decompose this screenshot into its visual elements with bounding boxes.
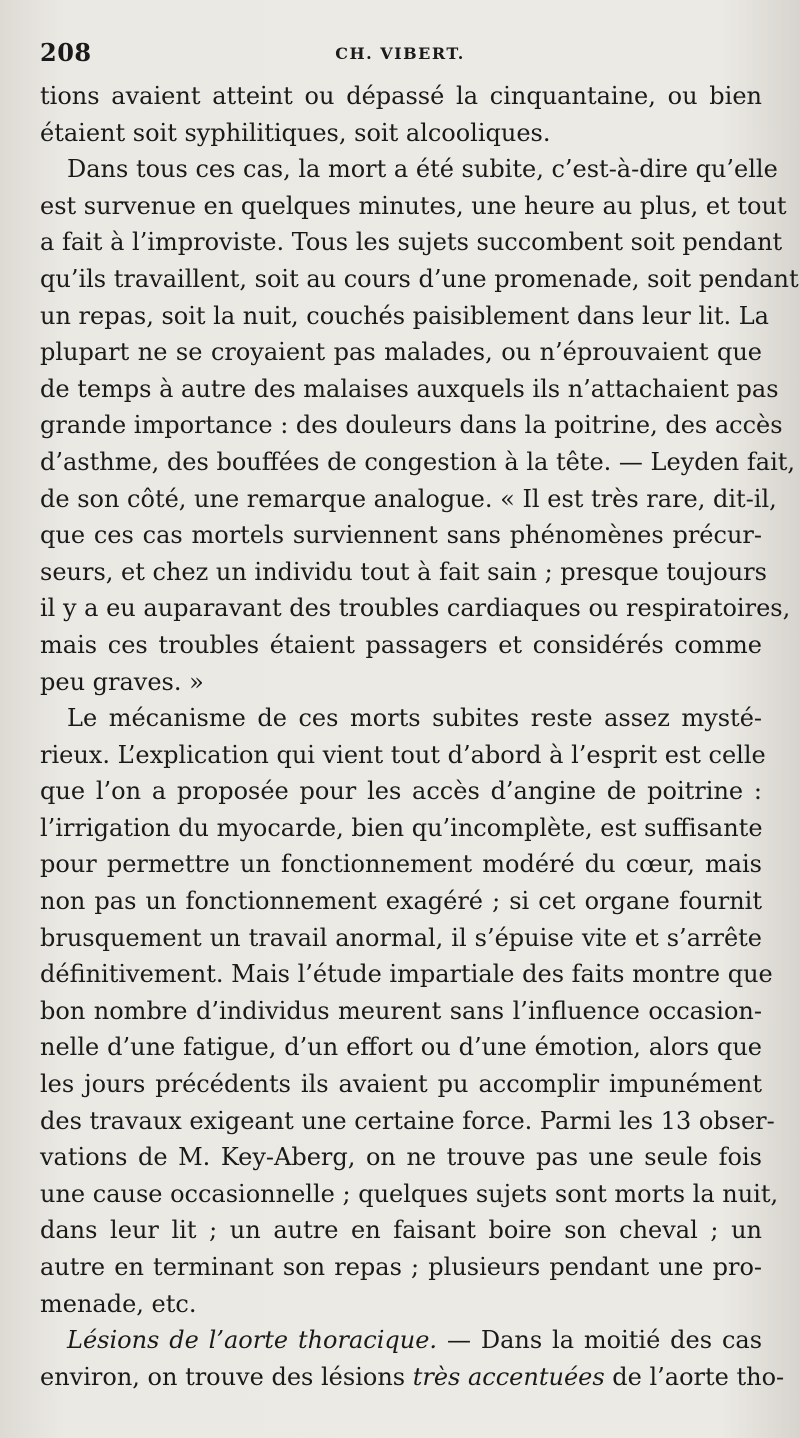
text-line: de temps à autre des malaises auxquels ils n’attachaient pas xyxy=(40,374,779,403)
text-line: que ces cas mortels surviennent sans phénomènes précur- xyxy=(40,521,762,550)
text-line: Le mécanisme de ces morts subites reste assez mysté- xyxy=(67,704,762,733)
text-line: d’asthme, des bouffées de congestion à la tête. — Leyden fait, xyxy=(40,447,796,476)
running-head: CH. VIBERT. xyxy=(335,44,465,63)
text-line: étaient soit syphilitiques, soit alcooliques. xyxy=(40,118,551,147)
text-line: Dans tous ces cas, la mort a été subite, c’est-à-dire qu’elle xyxy=(67,155,778,184)
text-line: nelle d’une fatigue, d’un effort ou d’une émotion, alors que xyxy=(40,1033,762,1062)
text-line: seurs, et chez un individu tout à fait sain ; presque toujours xyxy=(40,557,767,586)
section-line-rest: — Dans la moitié des cas xyxy=(437,1326,763,1355)
text-line: mais ces troubles étaient passagers et considérés comme xyxy=(40,630,762,659)
text-line: définitivement. Mais l’étude impartiale des faits montre que xyxy=(40,960,773,989)
text-line: que l’on a proposée pour les accès d’angine de poitrine : xyxy=(40,777,762,806)
text-line: il y a eu auparavant des troubles cardiaques ou respiratoires, xyxy=(40,594,791,623)
text-line: grande importance : des douleurs dans la poitrine, des accès xyxy=(40,411,783,440)
section-line xyxy=(40,1322,762,1359)
text-line: vations de M. Key-Aberg, on ne trouve pas une seule fois xyxy=(40,1143,762,1172)
text-line: autre en terminant son repas ; plusieurs pendant une pro- xyxy=(40,1253,762,1281)
text-line-final xyxy=(40,1359,785,1396)
text-line: tions avaient atteint ou dépassé la cinquantaine, ou bien xyxy=(40,82,762,110)
text-line: dans leur lit ; un autre en faisant boire son cheval ; un xyxy=(40,1216,762,1245)
text-line: plupart ne se croyaient pas malades, ou n’éprouvaient que xyxy=(40,338,762,367)
text-line: est survenue en quelques minutes, une heure au plus, et tout xyxy=(40,191,787,220)
text-line: brusquement un travail anormal, il s’épuise vite et s’arrête xyxy=(40,923,762,952)
final-line-start: environ, on trouve des lésions xyxy=(40,1362,413,1391)
text-line: une cause occasionnelle ; quelques sujets sont morts la nuit, xyxy=(40,1179,779,1208)
section-heading: Lésions de l’aorte thoracique. xyxy=(67,1326,438,1355)
text-line: peu graves. » xyxy=(40,667,204,696)
page-header xyxy=(40,38,760,68)
text-line: bon nombre d’individus meurent sans l’influence occasion- xyxy=(40,996,762,1025)
text-line: pour permettre un fonctionnement modéré du cœur, mais xyxy=(40,850,762,879)
text-line: a fait à l’improviste. Tous les sujets succombent soit pendant xyxy=(40,228,783,257)
text-line: des travaux exigeant une certaine force. Parmi les 13 obser- xyxy=(40,1106,775,1135)
emphasis-text: très accentuées xyxy=(412,1362,605,1391)
text-line: les jours précédents ils avaient pu accomplir impunément xyxy=(40,1070,762,1099)
text-line: rieux. L’explication qui vient tout d’abord à l’esprit est celle xyxy=(40,740,766,769)
text-line: qu’ils travaillent, soit au cours d’une promenade, soit pendant xyxy=(40,264,799,293)
text-line: menade, etc. xyxy=(40,1289,197,1318)
text-line: un repas, soit la nuit, couchés paisiblement dans leur lit. La xyxy=(40,301,769,330)
text-lines xyxy=(40,78,799,1322)
text-line: l’irrigation du myocarde, bien qu’incomplète, est suffisante xyxy=(40,813,763,842)
text-line: non pas un fonctionnement exagéré ; si cet organe fournit xyxy=(40,887,762,916)
text-line: de son côté, une remarque analogue. « Il est très rare, dit-il, xyxy=(40,484,777,513)
body-text xyxy=(40,78,799,1395)
page-number: 208 xyxy=(40,38,92,67)
final-line-end: de l’aorte tho- xyxy=(604,1362,785,1391)
